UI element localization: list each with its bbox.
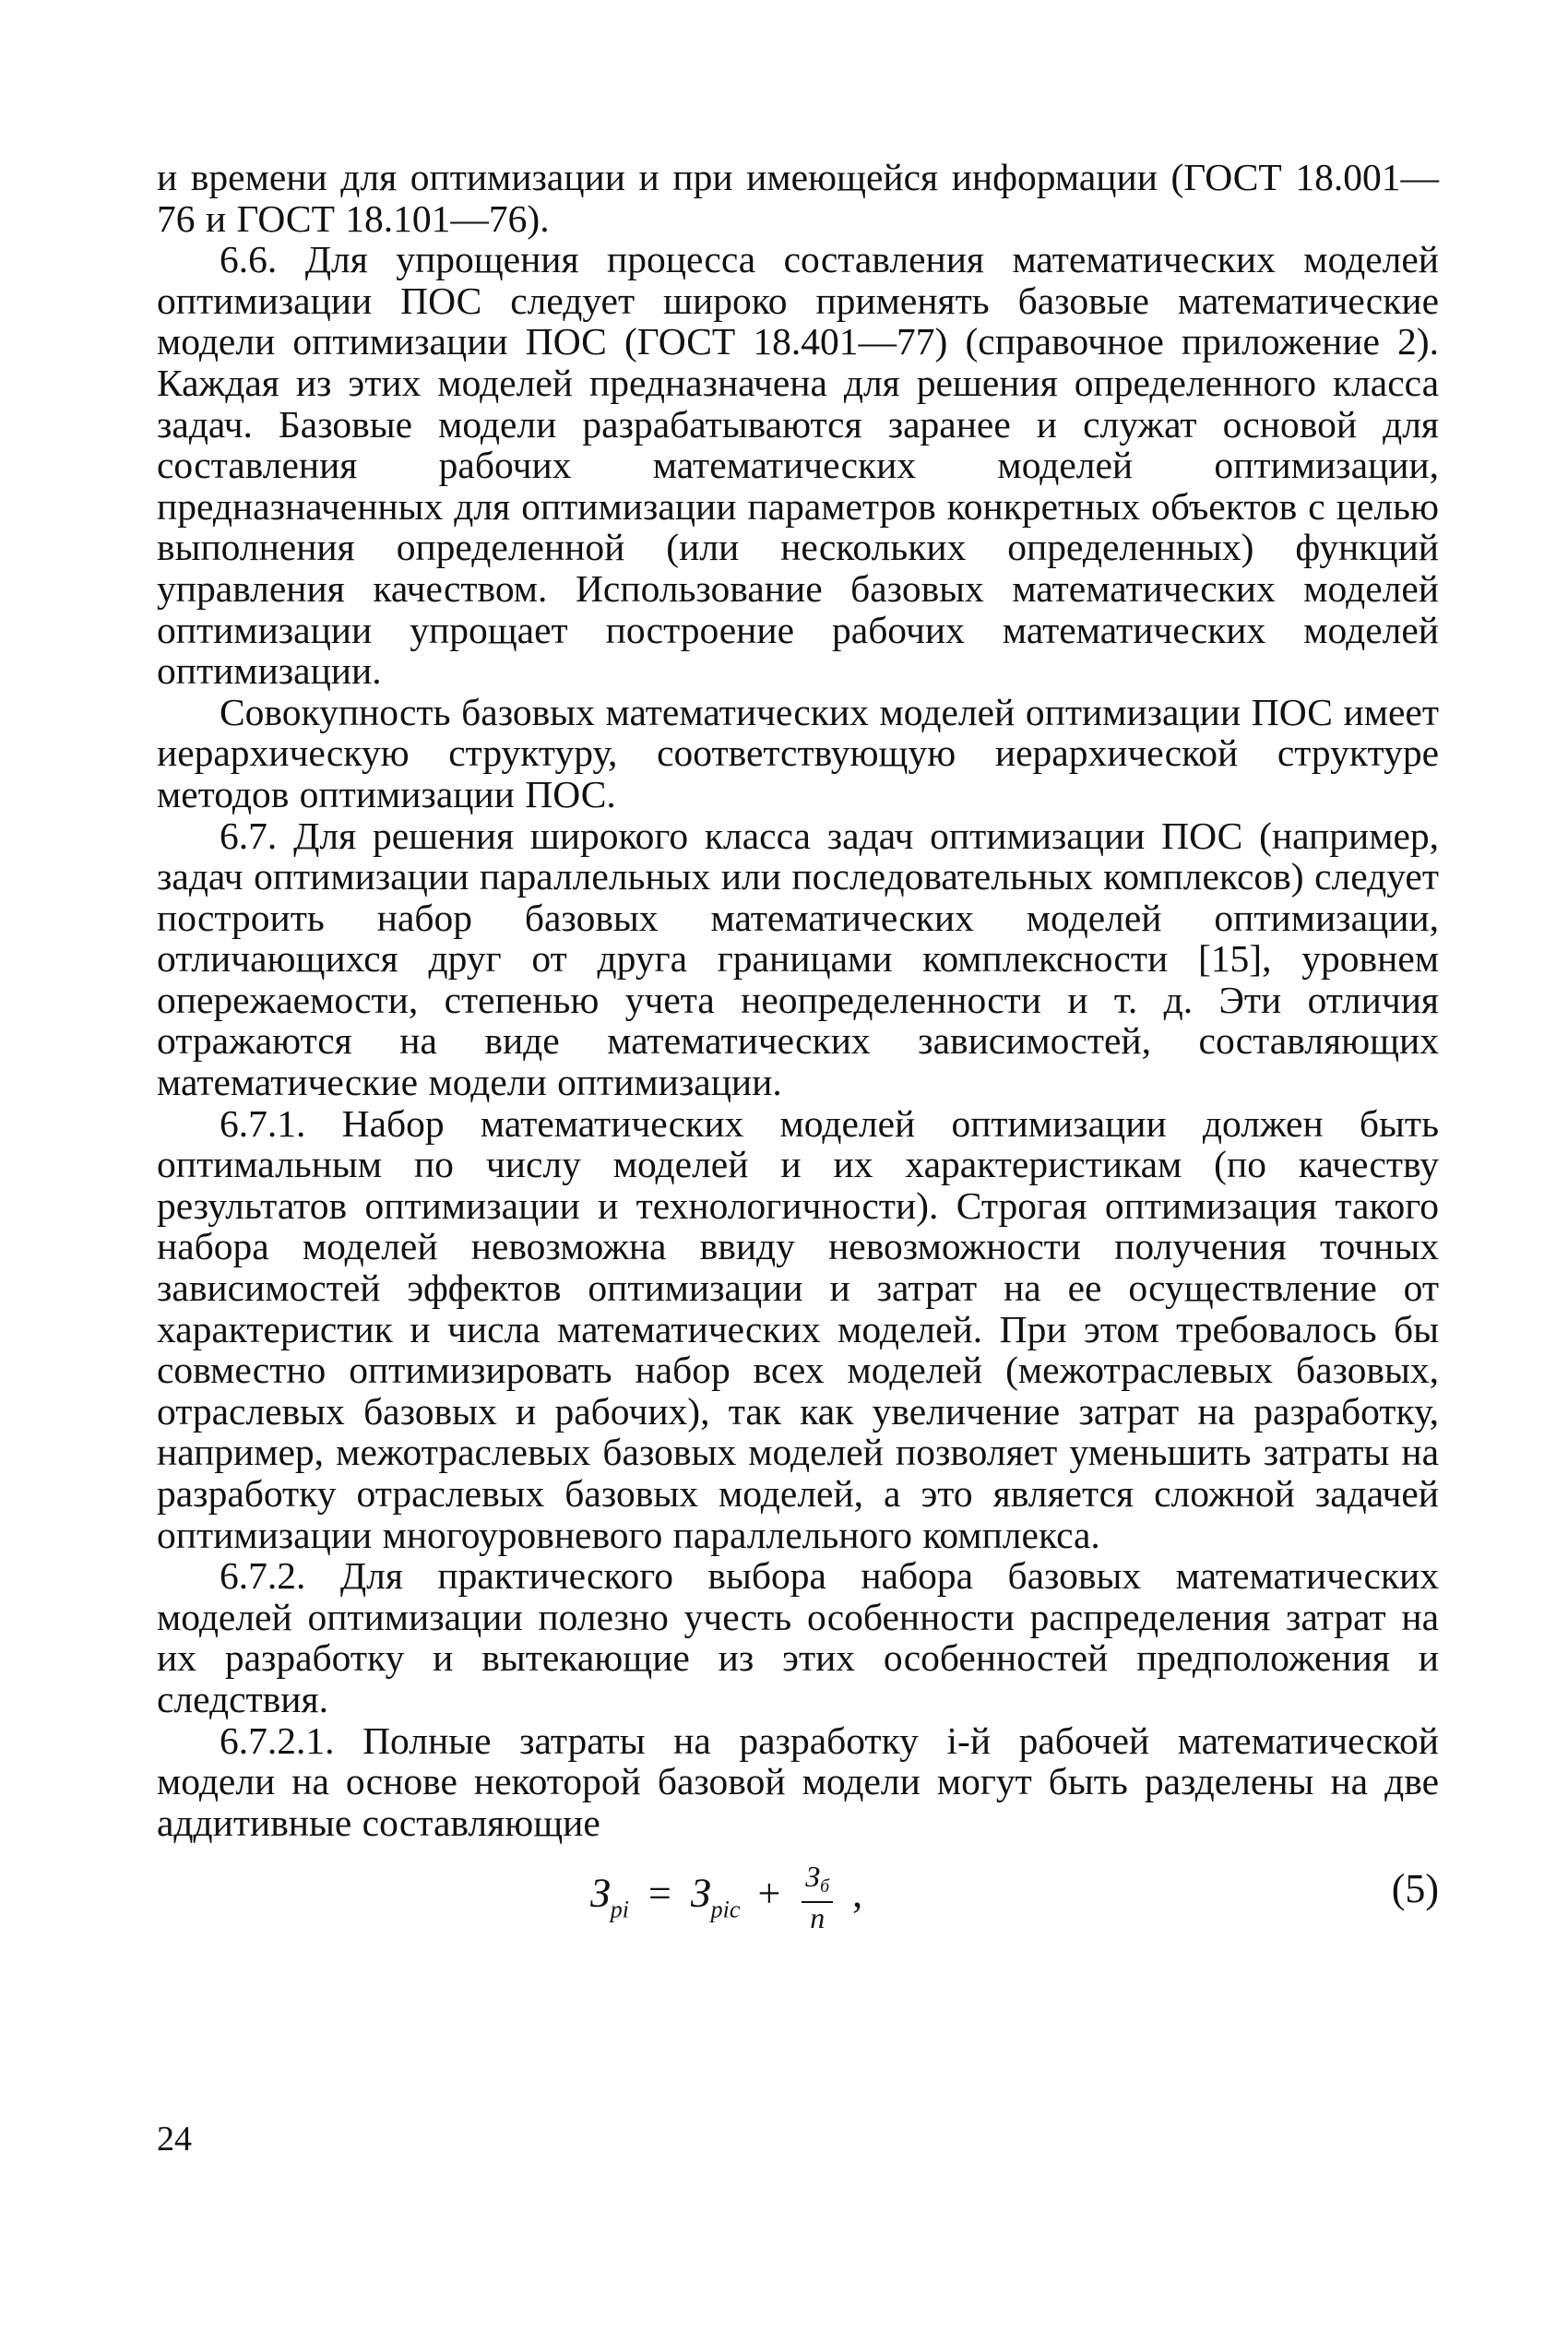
paragraph-6-7-2: 6.7.2. Для практического выбора набора базовых математических моделей оптимизации полезно учесть особенности распределения затрат на их разработку и вытекающие из этих особенностей предположения и следствия. xyxy=(157,1554,1439,1720)
paragraph-6-6: 6.6. Для упрощения процесса составления математических моделей оптимизации ПОС следует широко применять базовые математические модели оптимизации ПОС (ГОСТ 18.401—77) (справочное приложение 2). Каждая из этих моделей предназначена для решения определенного класса задач. Базовые модели разрабатываются заранее и служат основой для составления рабочих математических моделей оптимизации, предназначенных для оптимизации параметров конкретных объектов с целью выполнения определенной (или нескольких определенных) функций управления качеством. Использование базовых математических моделей оптимизации упрощает построение рабочих математических моделей оптимизации. xyxy=(157,238,1439,693)
document-page xyxy=(157,157,1439,1935)
paragraph-6-7-2-1: 6.7.2.1. Полные затраты на разработку i-й рабочей математической модели на основе некоторой базовой модели могут быть разделены на две аддитивные составляющие xyxy=(157,1719,1439,1844)
equation-body xyxy=(590,1861,862,1933)
equation-5 xyxy=(157,1861,1439,1935)
paragraph-6-7: 6.7. Для решения широкого класса задач оптимизации ПОС (например, задач оптимизации параллельных или последовательных комплексов) следует построить набор базовых математических моделей оптимизации, отличающихся друг от друга границами комплексности [15], уровнем опережаемости, степенью учета неопределенности и т. д. Эти отличия отражаются на виде математических зависимостей, составляющих математические модели оптимизации. xyxy=(157,814,1439,1104)
paragraph-continuation: и времени для оптимизации и при имеющейся информации (ГОСТ 18.001—76 и ГОСТ 18.101—76). xyxy=(157,156,1439,240)
fraction-denominator: n xyxy=(810,1901,826,1935)
lhs-symbol: З xyxy=(590,1870,611,1916)
equation-number: (5) xyxy=(1391,1866,1439,1912)
fraction xyxy=(802,1861,833,1933)
fraction-numerator: $З_б$ xyxy=(802,1861,833,1903)
term1-symbol: З xyxy=(690,1870,711,1916)
lhs-subscript: рi xyxy=(610,1896,630,1923)
paragraph-6-7-1: 6.7.1. Набор математических моделей оптимизации должен быть оптимальным по числу моделей и их характеристикам (по качеству результатов оптимизации и технологичности). Строгая оптимизация такого набора моделей невозможна ввиду невозможности получения точных зависимостей эффектов оптимизации и затрат на ее осуществление от характеристик и числа математических моделей. При этом требовалось бы совместно оптимизировать набор всех моделей (межотраслевых базовых, отраслевых базовых и рабочих), так как увеличение затрат на разработку, например, межотраслевых базовых моделей позволяет уменьшить затраты на разработку отраслевых базовых моделей, а это является сложной задачей оптимизации многоуровневого параллельного комплекса. xyxy=(157,1101,1439,1556)
equation-trailing-comma: , xyxy=(852,1870,863,1916)
page-number: 24 xyxy=(157,2120,192,2159)
equals-sign: = xyxy=(648,1870,671,1916)
term1-subscript: рiс xyxy=(710,1896,741,1923)
plus-sign: + xyxy=(757,1870,781,1916)
paragraph-6-6-cont: Совокупность базовых математических моделей оптимизации ПОС имеет иерархическую структуру, соответствующую иерархической структуре методов оптимизации ПОС. xyxy=(157,690,1439,815)
